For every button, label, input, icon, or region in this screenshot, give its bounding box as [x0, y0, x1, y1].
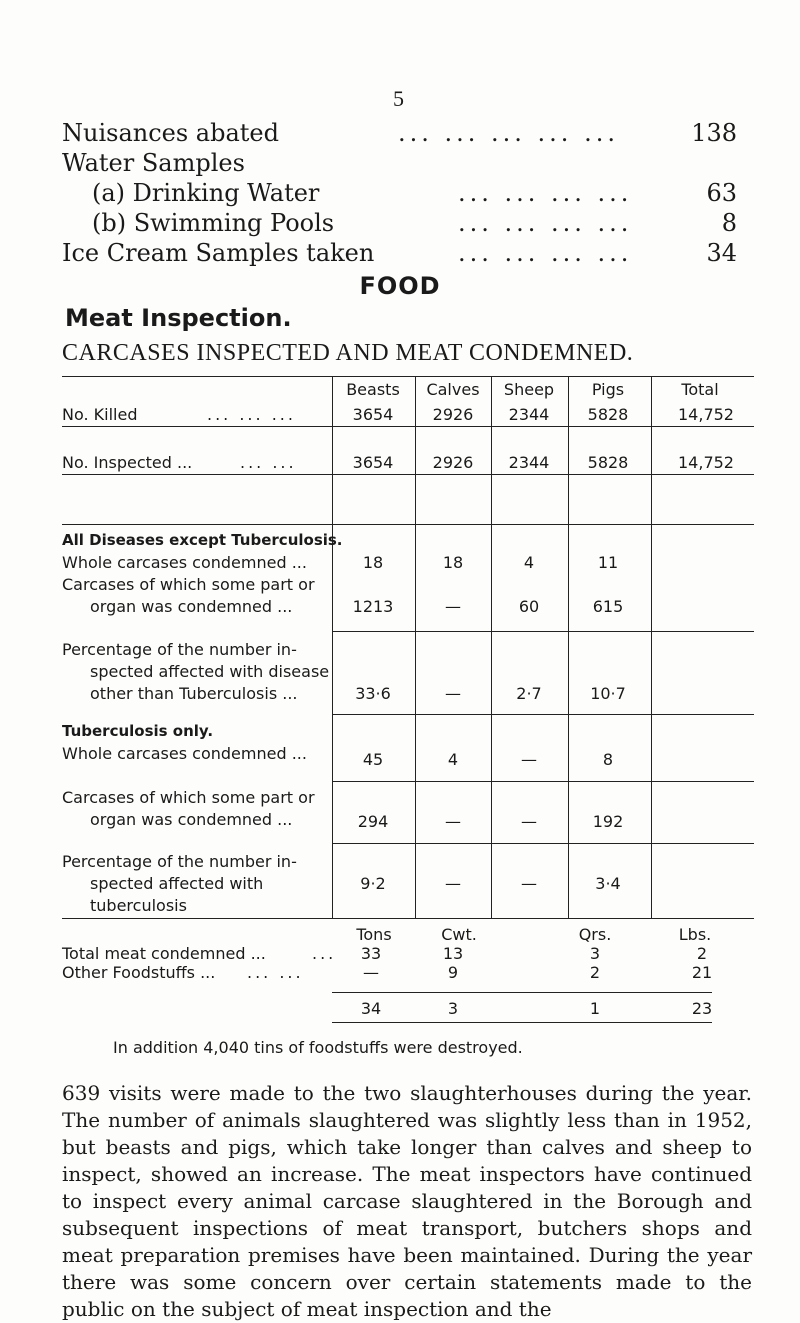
totals-header-qrs: Qrs. — [578, 925, 612, 944]
cell-value: 60 — [518, 597, 540, 616]
totals-header-tons: Tons — [356, 925, 392, 944]
cell-value: 2·7 — [516, 684, 542, 703]
table-rule — [332, 781, 754, 782]
cell-value: 9 — [447, 963, 459, 982]
stat-dots: ... ... ... ... — [458, 239, 633, 267]
cell-value: 11 — [597, 553, 619, 572]
cell-value: 3·4 — [595, 874, 621, 893]
cell-value: 45 — [362, 750, 384, 769]
addition-note: In addition 4,040 tins of foodstuffs were destroyed. — [113, 1038, 523, 1057]
paragraph-text: 639 visits were made to the two slaughterhouses during the year. The number of animals slaughtered was slightly less than in 1952, but beasts and pigs, which take longer than calves and sheep to inspect, showed an increase. The meat inspectors have continued to inspect every animal carcase slaughtered in the Borough and subsequent inspections of meat transport, butchers shops and meat preparation premises have been maintained. During the year there was some concern over certain statements made to the public on the subject of meat inspection and the — [62, 1081, 752, 1321]
cell-value: 33·6 — [355, 684, 391, 703]
header-calves: Calves — [426, 380, 480, 399]
cell-value: 1 — [589, 999, 601, 1018]
totals-label-other: Other Foodstuffs ... ... ... — [62, 963, 304, 982]
cell-value: — — [363, 963, 379, 982]
row-label-percentage-2: spected affected with — [90, 874, 264, 893]
cell-value: 33 — [360, 944, 382, 963]
row-label-part-condemned-1: Carcases of which some part or — [62, 788, 315, 807]
cell-value: — — [521, 750, 537, 769]
cell-value: — — [445, 684, 461, 703]
cell-value: 2 — [696, 944, 708, 963]
table-caption: CARCASES INSPECTED AND MEAT CONDEMNED. — [62, 340, 634, 366]
section-heading-all-diseases: All Diseases except Tuberculosis. — [62, 531, 343, 549]
cell-value: — — [521, 812, 537, 831]
cell-value: 34 — [360, 999, 382, 1018]
cell-value: 2926 — [432, 453, 474, 472]
table-rule — [332, 714, 754, 715]
table-rule — [62, 918, 754, 919]
row-label-part-condemned-2: organ was condemned ... — [90, 597, 293, 616]
row-label-percentage-1: Percentage of the number in- — [62, 640, 297, 659]
cell-value: 23 — [691, 999, 713, 1018]
food-heading: FOOD — [359, 272, 441, 300]
stat-label: Ice Cream Samples taken — [62, 239, 375, 267]
cell-value: 14,752 — [678, 453, 734, 472]
stat-label: Water Samples — [62, 149, 245, 177]
table-rule — [332, 843, 754, 844]
header-beasts: Beasts — [346, 380, 400, 399]
cell-value: 2344 — [508, 453, 550, 472]
cell-value: 615 — [592, 597, 624, 616]
stat-value: 63 — [706, 179, 737, 207]
cell-value: 18 — [442, 553, 464, 572]
cell-value: — — [445, 874, 461, 893]
cell-value: 2 — [589, 963, 601, 982]
cell-value: — — [521, 874, 537, 893]
cell-value: 3 — [447, 999, 459, 1018]
cell-value: — — [445, 812, 461, 831]
header-total: Total — [681, 380, 719, 399]
stat-dots: ... ... ... ... ... — [398, 119, 619, 147]
stat-value: 138 — [691, 119, 737, 147]
row-label-percentage-1: Percentage of the number in- — [62, 852, 297, 871]
cell-value: 9·2 — [360, 874, 386, 893]
cell-value: 21 — [691, 963, 713, 982]
row-label-percentage-3: tuberculosis — [90, 896, 187, 915]
cell-value: 13 — [442, 944, 464, 963]
stat-value: 8 — [721, 209, 737, 237]
totals-header-lbs: Lbs. — [678, 925, 712, 944]
row-label-percentage-3: other than Tuberculosis ... — [90, 684, 298, 703]
body-paragraph — [62, 1080, 752, 1323]
stat-label: Nuisances abated — [62, 119, 279, 147]
cell-value: 8 — [602, 750, 614, 769]
cell-value: 18 — [362, 553, 384, 572]
row-label-killed: No. Killed ... ... ... — [62, 405, 296, 424]
stat-dots: ... ... ... ... — [458, 179, 633, 207]
row-label-percentage-2: spected affected with disease — [90, 662, 330, 681]
column-rule — [651, 376, 652, 918]
cell-value: 10·7 — [590, 684, 626, 703]
cell-value: 5828 — [587, 405, 629, 424]
cell-value: 1213 — [352, 597, 394, 616]
cell-value: 14,752 — [678, 405, 734, 424]
row-label-whole-condemned: Whole carcases condemned ... — [62, 553, 307, 572]
section-heading-tb: Tuberculosis only. — [62, 722, 214, 740]
row-label-part-condemned-1: Carcases of which some part or — [62, 575, 315, 594]
cell-value: 3 — [589, 944, 601, 963]
cell-value: 3654 — [352, 453, 394, 472]
cell-value: 2344 — [508, 405, 550, 424]
cell-value: 2926 — [432, 405, 474, 424]
cell-value: 5828 — [587, 453, 629, 472]
totals-rule — [332, 992, 712, 993]
totals-label-meat: Total meat condemned ... ... — [62, 944, 337, 963]
stat-label: (b) Swimming Pools — [92, 209, 335, 237]
header-pigs: Pigs — [591, 380, 625, 399]
meat-heading: Meat Inspection. — [65, 304, 292, 332]
stat-label: (a) Drinking Water — [92, 179, 320, 207]
cell-value: 3654 — [352, 405, 394, 424]
header-sheep: Sheep — [503, 380, 555, 399]
totals-rule — [332, 1022, 712, 1023]
row-label-part-condemned-2: organ was condemned ... — [90, 810, 293, 829]
page-number: 5 — [393, 86, 404, 111]
cell-value: 192 — [592, 812, 624, 831]
row-label-inspected: No. Inspected ... ... ... — [62, 453, 297, 472]
totals-header-cwt: Cwt. — [441, 925, 477, 944]
stat-dots: ... ... ... ... — [458, 209, 633, 237]
table-rule — [332, 631, 754, 632]
cell-value: 4 — [523, 553, 535, 572]
cell-value: 4 — [447, 750, 459, 769]
stat-value: 34 — [706, 239, 737, 267]
cell-value: — — [445, 597, 461, 616]
row-label-whole-condemned: Whole carcases condemned ... — [62, 744, 307, 763]
cell-value: 294 — [357, 812, 389, 831]
